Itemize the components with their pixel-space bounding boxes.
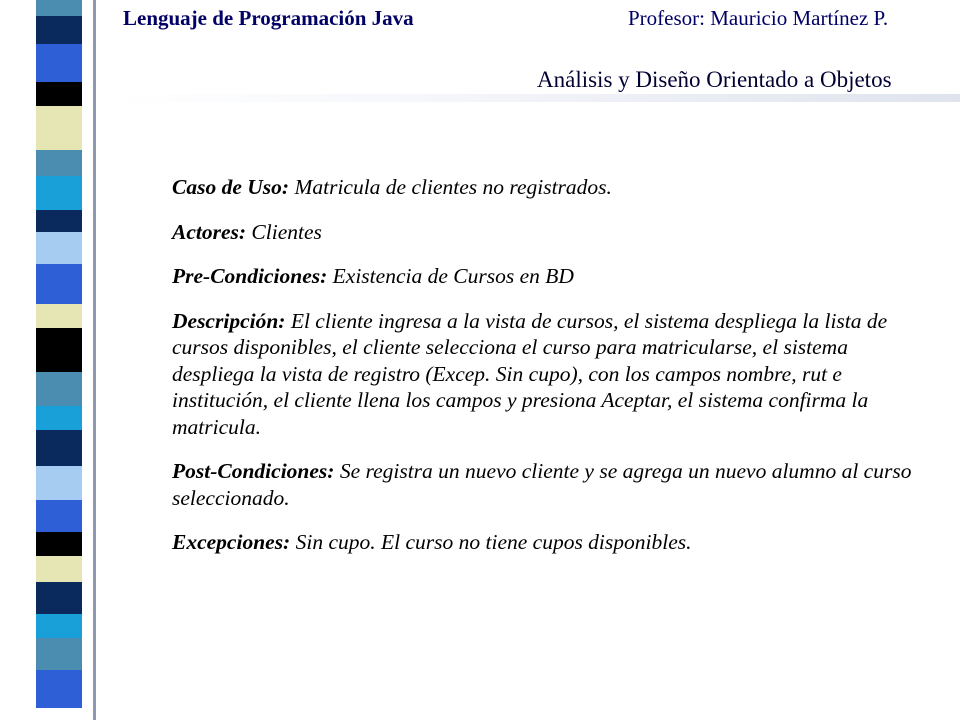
use-case-label: Caso de Uso: (172, 175, 290, 199)
stripe-block (36, 582, 82, 614)
use-case-value: Matricula de clientes no registrados. (294, 175, 612, 199)
stripe-block (36, 328, 82, 372)
stripe-block (36, 150, 82, 176)
exceptions (172, 529, 912, 556)
stripe-block (36, 556, 82, 582)
stripe-block (36, 16, 82, 44)
exceptions-value: Sin cupo. El curso no tiene cupos disponibles. (295, 530, 692, 554)
description (172, 308, 912, 441)
stripe-block (36, 614, 82, 638)
stripe-block (36, 0, 82, 16)
actors-label: Actores: (172, 219, 247, 244)
description-value: El cliente ingresa a la vista de cursos, el sistema despliega la lista de cursos disponibles, el cliente selecciona el curso para matricularse, el sistema despliega la vista de registro (Excep. Sin cupo), con los campos nombre, rut e institución, el cliente llena los campos y presiona Aceptar, el sistema confirma la matricula. (172, 308, 888, 439)
preconditions-label: Pre-Condiciones: (172, 264, 328, 288)
decorative-stripe-band (0, 0, 108, 720)
use-case-name (172, 174, 912, 201)
stripe-block (36, 430, 82, 466)
stripe-block (36, 638, 82, 670)
postconditions-value: Se registra un nuevo cliente y se agrega un nuevo alumno al curso seleccionado. (172, 459, 912, 510)
stripe-block (36, 232, 82, 264)
postconditions (172, 458, 912, 511)
course-title: Lenguaje de Programación Java (123, 6, 414, 30)
actors (172, 219, 912, 246)
preconditions (172, 263, 912, 290)
stripe-block (36, 372, 82, 406)
stripe-block (36, 406, 82, 430)
stripe-graphic (0, 0, 108, 720)
postconditions-label: Post-Condiciones: (172, 459, 335, 483)
stripe-block (36, 304, 82, 328)
stripe-block (36, 44, 82, 82)
stripe-block (36, 466, 82, 500)
actors-value: Clientes (251, 219, 322, 244)
stripe-block (36, 82, 82, 106)
preconditions-value: Existencia de Cursos en BD (332, 264, 574, 288)
stripe-block (36, 106, 82, 150)
stripe-block (36, 176, 82, 210)
stripe-divider-line (93, 0, 96, 720)
stripe-block (36, 532, 82, 556)
professor-name: Profesor: Mauricio Martínez P. (628, 6, 889, 30)
stripe-block (36, 500, 82, 532)
stripe-block (36, 210, 82, 232)
header-divider-bar (108, 94, 960, 102)
exceptions-label: Excepciones: (172, 530, 291, 554)
stripe-block (36, 264, 82, 304)
stripe-block (36, 670, 82, 708)
description-label: Descripción: (172, 308, 286, 333)
use-case-body (172, 174, 912, 574)
section-subtitle: Análisis y Diseño Orientado a Objetos (537, 67, 892, 92)
